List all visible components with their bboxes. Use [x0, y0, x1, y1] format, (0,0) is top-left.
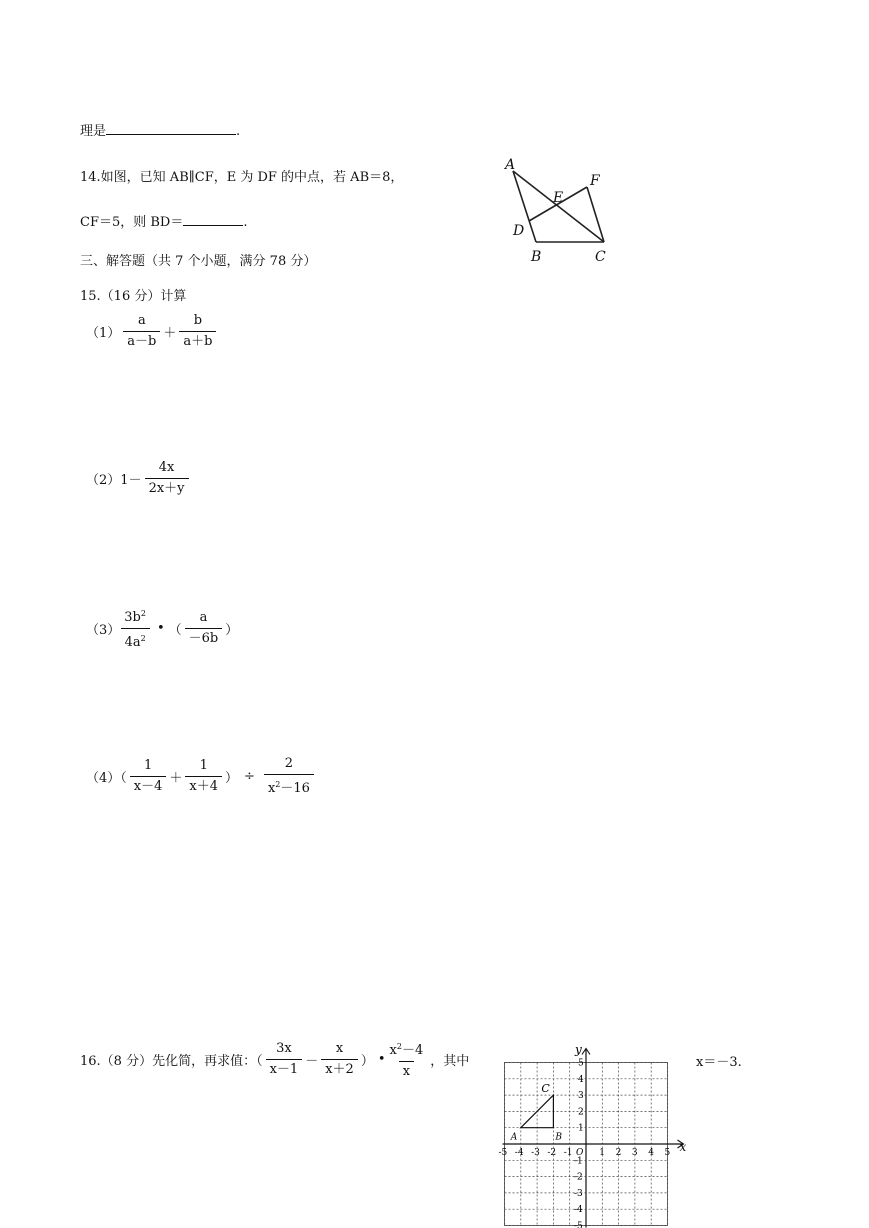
numerator: x	[335, 1041, 344, 1056]
numerator-rest: －4	[401, 1043, 424, 1058]
segment-fc	[587, 187, 604, 242]
numerator-base: 3b	[124, 610, 141, 625]
y-tick-label: 5	[578, 1058, 584, 1069]
expression-lead: 1－	[120, 473, 142, 488]
point-label-c: C	[541, 1082, 550, 1096]
fraction	[120, 606, 150, 651]
label-d: D	[513, 223, 525, 239]
origin-label: O	[576, 1148, 584, 1158]
fraction	[264, 756, 314, 797]
q16-value: x＝－3.	[696, 1055, 742, 1070]
exponent: 2	[275, 780, 281, 789]
denominator: a－b	[123, 331, 160, 350]
denominator	[121, 628, 150, 651]
fraction	[145, 460, 189, 497]
q15-part-2	[86, 460, 192, 497]
fraction	[185, 610, 223, 647]
y-tick-labels	[574, 1059, 584, 1228]
denominator-base: x	[267, 781, 276, 796]
fraction	[321, 1041, 358, 1078]
y-tick-label: 2	[578, 1107, 584, 1118]
q15-part-4	[86, 756, 317, 797]
x-tick-label: 2	[615, 1148, 622, 1158]
coordinate-graph	[494, 1040, 688, 1228]
point-label-b: B	[555, 1132, 563, 1143]
q14-line-2	[80, 211, 248, 230]
label-e: E	[553, 190, 564, 206]
operator-divide: ÷	[244, 769, 255, 784]
label-c: C	[595, 249, 606, 265]
numerator	[120, 606, 150, 628]
x-tick-label: -3	[531, 1148, 540, 1158]
fraction	[179, 313, 216, 350]
q16-line	[80, 1039, 469, 1080]
numerator: a	[199, 610, 208, 625]
numerator: 1	[199, 758, 208, 773]
numerator: 2	[284, 756, 294, 771]
y-tick-label: 1	[578, 1123, 584, 1134]
operator: ＋	[169, 771, 183, 786]
x-tick-label: 3	[631, 1148, 638, 1158]
fraction	[130, 758, 167, 795]
q14-line-2-suffix: .	[243, 215, 248, 230]
triangle-abc	[510, 1082, 563, 1143]
denominator-rest: －16	[280, 781, 310, 796]
q16-suffix: ，其中	[430, 1054, 470, 1069]
q15-part-3-label: （3）	[86, 623, 121, 638]
q15-part-1-label: （1）	[86, 326, 121, 341]
q15-heading: 15.（16 分）计算	[80, 289, 187, 304]
q16-prefix: 16.（8 分）先化简，再求值：	[80, 1054, 257, 1069]
q15-part-3	[86, 606, 238, 651]
numerator-base: x	[389, 1043, 397, 1058]
denominator: 2x＋y	[145, 478, 189, 497]
paren-close: ）	[225, 771, 239, 786]
q14-line-1: 14.如图，已知 AB∥CF，E 为 DF 的中点，若 AB＝8，	[80, 170, 404, 185]
y-tick-label: 4	[578, 1074, 584, 1085]
x-tick-label: 1	[599, 1148, 606, 1158]
paren-open: （	[120, 771, 127, 786]
numerator: b	[193, 313, 203, 328]
operator-dot: •	[156, 621, 165, 636]
denominator: x－1	[266, 1059, 303, 1078]
section-3-heading: 三、解答题（共 7 个小题，满分 78 分）	[80, 254, 317, 269]
q13-line: 理是 .	[80, 124, 241, 139]
denominator: －6b	[185, 628, 223, 647]
x-tick-label: -2	[547, 1148, 557, 1158]
y-tick-label: -2	[574, 1172, 583, 1183]
x-tick-label: 5	[664, 1148, 671, 1158]
q15-part-1	[86, 313, 219, 350]
numerator: 4x	[158, 460, 175, 475]
label-f: F	[590, 173, 600, 189]
fraction	[123, 313, 160, 350]
denominator-base: 4a	[124, 635, 141, 650]
denominator: x－4	[130, 776, 167, 795]
fraction	[386, 1039, 428, 1080]
exponent: 2	[140, 609, 146, 618]
numerator: 1	[143, 758, 153, 773]
y-tick-label: -3	[574, 1188, 583, 1199]
q15-part-2-label: （2）	[86, 473, 121, 488]
x-tick-label: 4	[648, 1148, 654, 1158]
q14-line-2-prefix: CF＝5，则 BD＝	[80, 215, 184, 230]
denominator: a＋b	[179, 331, 216, 350]
operator: －	[305, 1054, 319, 1069]
denominator: x＋2	[321, 1059, 358, 1078]
y-tick-label: 3	[578, 1091, 584, 1102]
x-tick-label: -4	[514, 1148, 524, 1158]
fraction	[185, 758, 222, 795]
numerator	[386, 1039, 428, 1061]
answer-blank-13	[106, 122, 236, 135]
numerator: 3x	[276, 1041, 292, 1056]
q13-text: 理是	[80, 124, 107, 139]
paren-open: （	[256, 1054, 263, 1069]
x-axis-label: x	[679, 1140, 687, 1154]
x-tick-label: -5	[498, 1148, 508, 1158]
y-tick-label: -4	[574, 1205, 583, 1216]
exponent: 2	[396, 1042, 402, 1051]
denominator: x	[399, 1061, 414, 1080]
denominator	[264, 774, 314, 797]
fraction	[266, 1041, 303, 1078]
label-b: B	[531, 249, 542, 265]
q15-part-4-label: （4）	[86, 771, 121, 786]
y-axis-label: y	[575, 1042, 582, 1057]
denominator: x＋4	[185, 776, 222, 795]
paren-close: ）	[360, 1054, 374, 1069]
label-a: A	[505, 157, 516, 173]
x-tick-label: -1	[563, 1148, 573, 1158]
y-tick-label: -1	[574, 1156, 583, 1167]
y-tick-label: -5	[574, 1221, 583, 1228]
operator: ＋	[163, 326, 177, 341]
point-label-a: A	[510, 1132, 518, 1143]
exponent: 2	[140, 634, 146, 643]
paren-close: ）	[225, 623, 239, 638]
paren-open: （	[168, 623, 182, 638]
answer-blank-14	[183, 213, 243, 226]
x-tick-labels	[499, 1148, 671, 1158]
numerator: a	[137, 313, 146, 328]
operator-dot: •	[377, 1052, 386, 1067]
figure-14	[498, 150, 623, 268]
axes	[503, 1043, 687, 1228]
